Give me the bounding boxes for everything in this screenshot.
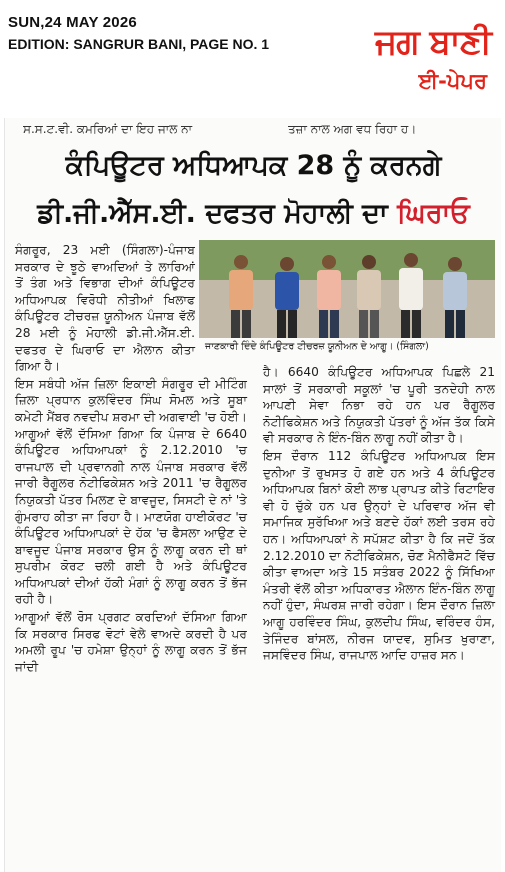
article-column-right	[263, 364, 495, 665]
article-paragraph: ਇਸ ਦੌਰਾਨ 112 ਕੰਪਿਊਟਰ ਅਧਿਆਪਕ ਇਸ ਦੁਨੀਆ ਤੋਂ ਰੁਖਸਤ ਹੋ ਗਏ ਹਨ ਅਤੇ 4 ਕੰਪਿਊਟਰ ਅਧਿਆਪਕ ਬਿਨਾਂ ਕੋਈ ਲਾਭ ਪ੍ਰਾਪਤ ਕੀਤੇ ਰਿਟਾਇਰ ਵੀ ਹੋ ਚੁੱਕੇ ਹਨ ਪਰ ਉਨ੍ਹਾਂ ਦੇ ਪਰਿਵਾਰ ਅੱਜ ਵੀ ਸਮਾਜਿਕ ਸੁਰੱਖਿਆ ਅਤੇ ਬਣਦੇ ਹੱਕਾਂ ਲਈ ਤਰਸ ਰਹੇ ਹਨ। ਅਧਿਆਪਕਾਂ ਨੇ ਸਪੱਸ਼ਟ ਕੀਤਾ ਹੈ ਕਿ ਜਦੋਂ ਤੱਕ 2.12.2010 ਦਾ ਨੋਟੀਫਿਕੇਸ਼ਨ, ਚੋਣ ਮੈਨੀਫੈਸਟੋ ਵਿੱਚ ਕੀਤਾ ਵਾਅਦਾ ਅਤੇ 15 ਸਤੰਬਰ 2022 ਨੂੰ ਸਿੱਖਿਆ ਮੰਤਰੀ ਵੱਲੋਂ ਕੀਤਾ ਅਧਿਕਾਰਤ ਐਲਾਨ ਇੰਨ-ਬਿੰਨ ਲਾਗੂ ਨਹੀਂ ਹੁੰਦਾ, ਸੰਘਰਸ਼ ਜਾਰੀ ਰਹੇਗਾ। ਇਸ ਦੌਰਾਨ ਜ਼ਿਲਾ ਆਗੂ ਹਰਵਿੰਦਰ ਸਿੰਘ, ਕੁਲਦੀਪ ਸਿੰਘ, ਵਰਿੰਦਰ ਹੰਸ, ਤੇਜਿੰਦਰ ਬਾਂਸਲ, ਨੀਰਜ ਯਾਦਵ, ਸੁਮਿਤ ਖੁਰਾਣਾ, ਜਸਵਿੰਦਰ ਸਿੰਘ, ਰਾਜਪਾਲ ਆਦਿ ਹਾਜ਼ਰ ਸਨ।	[263, 448, 495, 663]
edition-info: EDITION: SANGRUR BANI, PAGE NO. 1	[8, 36, 270, 52]
headline-accent-word: ਘਿਰਾਓ	[397, 198, 470, 229]
news-clipping	[4, 118, 501, 872]
previous-article-tail-right: ਤਜ਼ਾ ਨਾਲ ਅਗ ਵਧ ਰਿਹਾ ਹ।	[288, 122, 417, 136]
photo-caption: ਜਾਣਕਾਰੀ ਦਿੰਦੇ ਕੰਪਿਊਟਰ ਟੀਚਰਜ਼ ਯੂਨੀਅਨ ਦੇ ਆਗੂ। (ਸਿੰਗਲਾ)	[205, 341, 429, 352]
photo-wrap-spacer	[195, 242, 247, 362]
article-paragraph: ਆਗੂਆਂ ਵੱਲੋਂ ਰੋਸ ਪ੍ਰਗਟ ਕਰਦਿਆਂ ਦੱਸਿਆ ਗਿਆ ਕਿ ਸਰਕਾਰ ਸਿਰਫ ਵੋਟਾਂ ਵੇਲੇ ਵਾਅਦੇ ਕਰਦੀ ਹੈ ਪਰ ਅਮਲੀ ਰੂਪ 'ਚ ਹਮੇਸ਼ਾ ਉਨ੍ਹਾਂ ਨੂੰ ਲਾਗੂ ਕਰਨ ਤੋਂ ਭੱਜ ਜਾਂਦੀ	[15, 610, 247, 674]
headline-line-2-text: ਡੀ.ਜੀ.ਐੱਸ.ਈ. ਦਫਤਰ ਮੋਹਾਲੀ ਦਾ	[37, 198, 388, 229]
article-column-left	[15, 242, 247, 676]
edition-date: SUN,24 MAY 2026	[8, 14, 137, 31]
brand-name: ਜਗ ਬਾਣੀ	[374, 22, 491, 62]
headline-line-1: ਕੰਪਿਊਟਰ ਅਧਿਆਪਕ 28 ਨੂੰ ਕਰਨਗੇ	[65, 150, 442, 181]
headline-line-2	[5, 196, 502, 232]
previous-article-tail-left: ਸ.ਸ.ਟ.ਵੀ. ਕਮਰਿਆਂ ਦਾ ਇਹ ਜਾਲ ਨਾ	[23, 122, 193, 136]
article-paragraph: ਇਸ ਸਬੰਧੀ ਅੱਜ ਜ਼ਿਲਾ ਇਕਾਈ ਸੰਗਰੂਰ ਦੀ ਮੀਟਿੰਗ ਜ਼ਿਲਾ ਪ੍ਰਧਾਨ ਕੁਲਵਿੰਦਰ ਸਿੰਘ ਸੋਮਲ ਅਤੇ ਸੂਬਾ ਕਮੇਟੀ ਮੈਂਬਰ ਨਵਦੀਪ ਸ਼ਰਮਾ ਦੀ ਅਗਵਾਈ 'ਚ ਹੋਈ। ਆਗੂਆਂ ਵੱਲੋਂ ਦੱਸਿਆ ਗਿਆ ਕਿ ਪੰਜਾਬ ਦੇ 6640 ਕੰਪਿਊਟਰ ਅਧਿਆਪਕਾਂ ਨੂੰ 2.12.2010 'ਚ ਰਾਜਪਾਲ ਦੀ ਪ੍ਰਵਾਨਗੀ ਨਾਲ ਪੰਜਾਬ ਸਰਕਾਰ ਵੱਲੋਂ ਜਾਰੀ ਰੈਗੂਲਰ ਨੋਟੀਫਿਕੇਸ਼ਨ ਅਤੇ 2011 'ਚ ਰੈਗੂਲਰ ਨਿਯੁਕਤੀ ਪੱਤਰ ਮਿਲਣ ਦੇ ਬਾਵਜੂਦ, ਸਿਸਟੀ ਦੇ ਨਾਂ 'ਤੇ ਗੁੰਮਰਾਹ ਕੀਤਾ ਜਾ ਰਿਹਾ ਹੈ। ਮਾਣਯੋਗ ਹਾਈਕੋਰਟ 'ਚ ਕੰਪਿਊਟਰ ਅਧਿਆਪਕਾਂ ਦੇ ਹੱਕ 'ਚ ਫੈਸਲਾ ਆਉਣ ਦੇ ਬਾਵਜੂਦ ਪੰਜਾਬ ਸਰਕਾਰ ਉਸ ਨੂੰ ਲਾਗੂ ਕਰਨ ਦੀ ਥਾਂ ਸੁਪਰੀਮ ਕੋਰਟ ਚਲੀ ਗਈ ਹੈ ਅਤੇ ਕੰਪਿਊਟਰ ਅਧਿਆਪਕਾਂ ਦੀਆਂ ਹੱਕੀ ਮੰਗਾਂ ਨੂੰ ਲਾਗੂ ਕਰਨ ਤੋਂ ਭੱਜ ਰਹੀ ਹੈ।	[15, 376, 247, 607]
article-paragraph: ਸੰਗਰੂਰ, 23 ਮਈ (ਸਿੰਗਲਾ)-ਪੰਜਾਬ ਸਰਕਾਰ ਦੇ ਝੂਠੇ ਵਾਅਦਿਆਂ ਤੇ ਲਾਰਿਆਂ ਤੋਂ ਤੰਗ ਅਤੇ ਵਿਭਾਗ ਦੀਆਂ ਕੰਪਿਊਟਰ ਅਧਿਆਪਕ ਵਿਰੋਧੀ ਨੀਤੀਆਂ ਖਿਲਾਫ ਕੰਪਿਊਟਰ ਟੀਚਰਜ਼ ਯੂਨੀਅਨ ਪੰਜਾਬ ਵੱਲੋਂ 28 ਮਈ ਨੂੰ ਮੋਹਾਲੀ ਡੀ.ਜੀ.ਐੱਸ.ਈ. ਦਫਤਰ ਦੇ ਘਿਰਾਓ ਦਾ ਐਲਾਨ ਕੀਤਾ ਗਿਆ ਹੈ।	[15, 243, 195, 374]
brand-logo[interactable]	[375, 22, 491, 94]
brand-subtitle: ਈ-ਪੇਪਰ	[418, 69, 487, 93]
article-paragraph: ਹੈ। 6640 ਕੰਪਿਊਟਰ ਅਧਿਆਪਕ ਪਿਛਲੇ 21 ਸਾਲਾਂ ਤੋਂ ਸਰਕਾਰੀ ਸਕੂਲਾਂ 'ਚ ਪੂਰੀ ਤਨਦੇਹੀ ਨਾਲ ਆਪਣੀ ਸੇਵਾ ਨਿਭਾ ਰਹੇ ਹਨ ਪਰ ਰੈਗੂਲਰ ਨੋਟੀਫਿਕੇਸ਼ਨ ਅਤੇ ਨਿਯੁਕਤੀ ਪੱਤਰਾਂ ਨੂੰ ਅੱਜ ਤੱਕ ਕਿਸੇ ਵੀ ਸਰਕਾਰ ਨੇ ਇੰਨ-ਬਿੰਨ ਲਾਗੂ ਨਹੀਂ ਕੀਤਾ ਹੈ।	[263, 365, 495, 446]
epaper-header	[0, 0, 505, 120]
